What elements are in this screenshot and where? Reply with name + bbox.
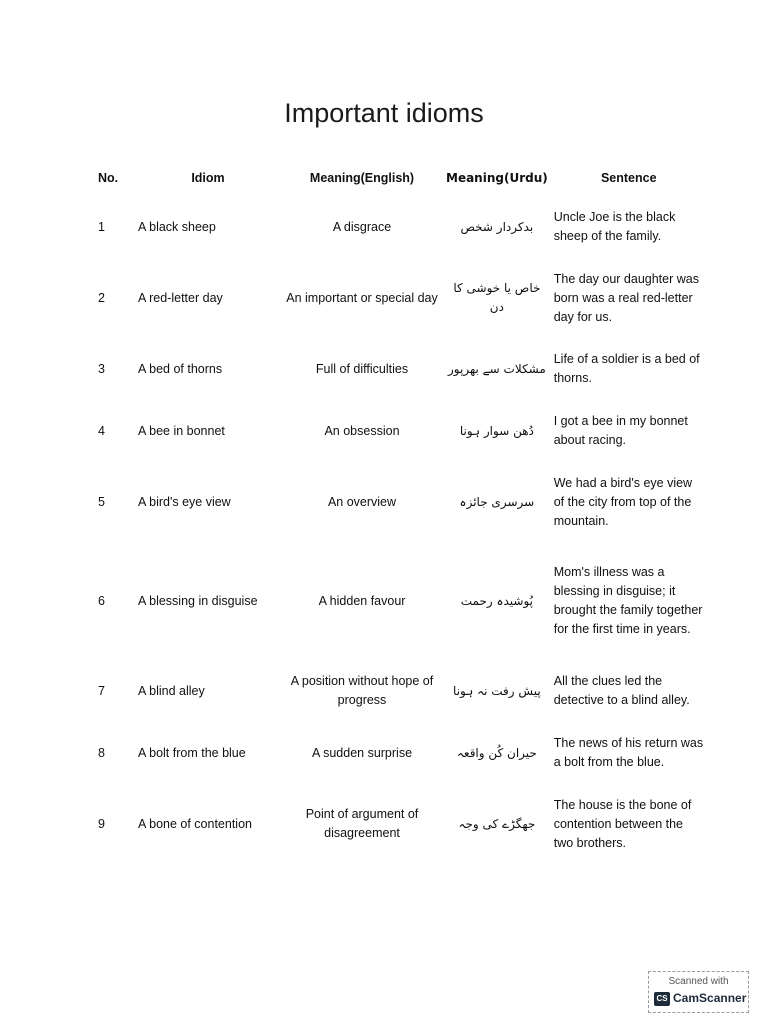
row-sentence: All the clues led the detective to a blind alley. xyxy=(553,674,690,707)
row-meaning-urdu: حیران کُن واقعہ xyxy=(456,745,537,760)
camscanner-watermark xyxy=(648,971,749,1013)
row-number: 3 xyxy=(98,361,105,376)
table-row xyxy=(92,400,704,462)
row-meaning-english: A position without hope of progress xyxy=(290,674,434,707)
watermark-brand: CamScanner xyxy=(673,991,747,1005)
row-number: 1 xyxy=(98,219,105,234)
row-meaning-urdu: پیش رفت نہ ہونا xyxy=(453,683,541,698)
row-meaning-urdu: مشکلات سے بھرپور xyxy=(447,361,546,376)
row-number: 8 xyxy=(98,745,105,760)
row-meaning-urdu: خاص یا خوشی کا دن xyxy=(453,281,541,314)
row-meaning-urdu: پُوشیدہ رحمت xyxy=(460,593,534,608)
table-row xyxy=(92,462,704,542)
row-meaning-urdu: جھگڑے کی وجہ xyxy=(458,816,536,831)
row-idiom: A blind alley xyxy=(138,683,205,698)
table-row xyxy=(92,196,704,258)
table-row xyxy=(92,258,704,338)
row-sentence: Uncle Joe is the black sheep of the family. xyxy=(553,210,676,243)
page-title: Important idioms xyxy=(284,98,484,128)
row-meaning-english: Full of difficulties xyxy=(315,361,409,376)
row-idiom: A bird's eye view xyxy=(138,494,231,509)
row-meaning-english: A sudden surprise xyxy=(311,745,413,760)
row-idiom: A bee in bonnet xyxy=(138,423,225,438)
row-meaning-english: A hidden favour xyxy=(318,593,406,608)
row-sentence: Life of a soldier is a bed of thorns. xyxy=(553,352,700,385)
row-sentence: I got a bee in my bonnet about racing. xyxy=(553,414,688,447)
row-meaning-english: An obsession xyxy=(324,423,400,438)
row-idiom: A red-letter day xyxy=(138,290,223,305)
row-idiom: A black sheep xyxy=(138,219,216,234)
row-meaning-urdu: بدکردار شخص xyxy=(460,219,534,234)
table-row xyxy=(92,542,704,660)
row-meaning-urdu: دُھن سوار ہونا xyxy=(459,423,534,438)
idioms-table xyxy=(92,160,704,864)
row-sentence: We had a bird's eye view of the city from top of the mountain. xyxy=(553,475,693,528)
header-no: No. xyxy=(98,170,119,185)
header-idiom: Idiom xyxy=(191,170,225,185)
row-sentence: Mom's illness was a blessing in disguise; it brought the family together for the first time in years. xyxy=(553,565,703,636)
row-number: 7 xyxy=(98,683,105,698)
table-header-row xyxy=(92,160,704,196)
row-number: 5 xyxy=(98,494,105,509)
table-row xyxy=(92,784,704,864)
row-number: 9 xyxy=(98,816,105,831)
row-idiom: A blessing in disguise xyxy=(138,593,258,608)
row-number: 2 xyxy=(98,290,105,305)
row-sentence: The news of his return was a bolt from the blue. xyxy=(553,736,704,769)
row-number: 4 xyxy=(98,423,105,438)
row-idiom: A bed of thorns xyxy=(138,361,223,376)
row-idiom: A bone of contention xyxy=(138,816,252,831)
header-meaning-english: Meaning(English) xyxy=(309,170,415,185)
table-row xyxy=(92,722,704,784)
table-row xyxy=(92,338,704,400)
table-row xyxy=(92,660,704,722)
row-idiom: A bolt from the blue xyxy=(138,745,246,760)
row-sentence: The house is the bone of contention between the two brothers. xyxy=(553,797,692,850)
row-meaning-english: A disgrace xyxy=(332,219,392,234)
camscanner-logo-icon: CS xyxy=(654,992,670,1006)
row-meaning-english: An important or special day xyxy=(286,290,438,305)
row-meaning-english: An overview xyxy=(327,494,397,509)
header-meaning-urdu: Meaning(Urdu) xyxy=(446,170,548,185)
header-sentence: Sentence xyxy=(600,170,657,185)
row-sentence: The day our daughter was born was a real red-letter day for us. xyxy=(553,271,699,324)
row-meaning-urdu: سرسری جائزہ xyxy=(459,494,535,509)
watermark-scanned-text: Scanned with xyxy=(668,976,729,987)
row-meaning-english: Point of argument of disagreement xyxy=(305,807,419,840)
row-number: 6 xyxy=(98,593,105,608)
